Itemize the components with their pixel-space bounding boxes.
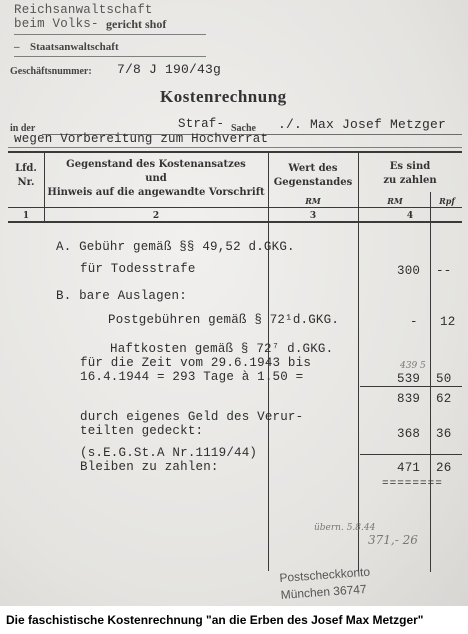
- header-rule: [14, 34, 206, 35]
- subtotal-rule: [360, 386, 462, 387]
- item-b-custody-line3: 16.4.1944 = 293 Tage à 1.50 =: [80, 370, 304, 384]
- stamp-line-2: München 36747: [280, 581, 368, 602]
- col-number-3: 3: [309, 211, 317, 221]
- matter-kind: Straf-: [178, 117, 225, 131]
- item-b-custody-line1: Haftkosten gemäß § 72⁷ d.GKG.: [110, 342, 334, 356]
- remaining-rule: [360, 454, 462, 455]
- table-divider-rpf: [430, 192, 431, 572]
- matter-defendant: ./. Max Josef Metzger: [278, 117, 447, 132]
- item-a-line2: für Todesstrafe: [80, 262, 196, 276]
- remaining-label: Bleiben zu zahlen:: [80, 460, 219, 474]
- matter-sache: Sache: [231, 123, 256, 134]
- covered-line2: teilten gedeckt:: [80, 424, 204, 438]
- remaining-rm: 471: [397, 461, 421, 475]
- item-b-postage: Postgebühren gemäß § 72¹d.GKG.: [108, 313, 340, 327]
- item-b-custody-rpf: 50: [436, 372, 452, 386]
- col-header-rm: RM: [387, 196, 403, 206]
- col-number-4: 4: [406, 211, 414, 221]
- subtotal-rm: 839: [397, 392, 421, 406]
- table-top-border: [8, 151, 462, 153]
- case-label: Geschäftsnummer:: [10, 66, 92, 77]
- col-header-subject-1: Gegenstand des Kostenansatzes: [66, 159, 246, 170]
- double-underline: ========: [382, 478, 443, 490]
- item-b-postage-rpf: 12: [440, 315, 456, 329]
- item-b-custody-line2: für die Zeit vom 29.6.1943 bis: [80, 356, 312, 370]
- col-header-lfd-nr: Lfd. Nr.: [15, 163, 37, 188]
- image-caption: Die faschistische Kostenrechnung "an die Erben des Josef Max Metzger": [0, 606, 468, 634]
- table-divider-col1: [44, 151, 45, 221]
- subtotal-rpf: 62: [436, 392, 452, 406]
- item-a-rm: 300: [397, 264, 421, 278]
- remaining-rpf: 26: [436, 461, 452, 475]
- stamp-line-1: Postscheckkonto: [279, 564, 371, 585]
- col-number-1: 1: [22, 211, 30, 221]
- col-number-2: 2: [152, 211, 160, 221]
- item-b-custody-rm: 539: [397, 372, 421, 386]
- handwritten-total: 371,- 26: [368, 533, 418, 547]
- document-title: Kostenrechnung: [160, 87, 287, 106]
- handwritten-receipt-note: übern. 5.8.44: [314, 523, 376, 533]
- item-a-line1: A. Gebühr gemäß §§ 49,52 d.GKG.: [56, 240, 295, 254]
- table-divider-col3: [358, 151, 359, 571]
- covered-line1: durch eigenes Geld des Verur-: [80, 410, 304, 424]
- col-header-value-unit: RM: [305, 196, 321, 206]
- col-header-value: Wert des Gegenstandes: [273, 163, 353, 188]
- authority-line-2b: gericht shof: [106, 17, 167, 31]
- col-header-subject-2: und: [145, 173, 167, 184]
- office-label: Staatsanwaltschaft: [30, 41, 119, 53]
- item-b-postage-rm: -: [410, 315, 418, 329]
- office-rule: [14, 56, 206, 57]
- item-a-rpf: --: [436, 264, 452, 278]
- office-dash: –: [14, 41, 20, 53]
- case-number: 7/8 J 190/43g: [117, 62, 222, 77]
- custody-handwritten-note: 439 5: [400, 361, 426, 371]
- authority-line-2a: beim Volks-: [14, 17, 99, 31]
- matter-rule-2: [8, 147, 462, 148]
- matter-reason: wegen Vorbereitung zum Hochverrat: [14, 132, 269, 146]
- matter-prefix: in der: [10, 123, 36, 134]
- item-b-title: B. bare Auslagen:: [56, 289, 187, 303]
- covered-rpf: 36: [436, 427, 452, 441]
- authority-line-1: Reichsanwaltschaft: [14, 3, 153, 17]
- reference-line: (s.E.G.St.A Nr.1119/44): [80, 446, 258, 460]
- covered-rm: 368: [397, 427, 421, 441]
- col-header-payable: Es sind zu zahlen: [383, 161, 437, 186]
- col-header-subject-3: Hinweis auf die angewandte Vorschrift: [47, 187, 265, 198]
- col-header-rpf: Rpf: [439, 196, 455, 206]
